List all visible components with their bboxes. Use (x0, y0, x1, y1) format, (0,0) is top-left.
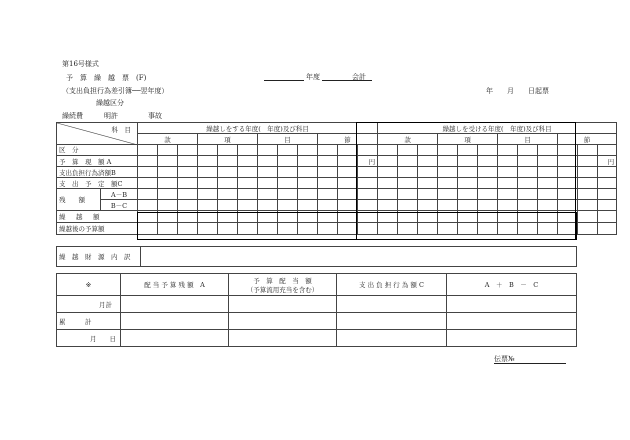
row-date: 月 日 (57, 330, 121, 347)
subhead-moku-1: 目 (258, 134, 318, 145)
fiscal-year-label: 年度 (306, 73, 320, 81)
source-label: 繰 越 財 源 内 訳 (57, 247, 141, 267)
date-label: 年 月 日起票 (486, 87, 549, 95)
row-label-budget: 予 算 現 額 A (57, 156, 138, 167)
subhead-kou-1: 項 (198, 134, 258, 145)
slip-number-field[interactable] (494, 363, 566, 364)
row-label-committed: 支出負担行為済額B (57, 167, 138, 178)
from-year-header: 繰越しをする年度( 年度)及び科目 (138, 123, 378, 134)
table-row (57, 156, 617, 167)
subhead-setsu-1: 節 (318, 134, 378, 145)
carryover-type: 繰越区分 (96, 99, 124, 107)
slip-label: 伝票№ (494, 355, 515, 363)
table-row (57, 167, 617, 178)
table-row (57, 330, 577, 347)
carryover-table (56, 122, 617, 235)
row-label-b-minus-c: B－C (101, 200, 138, 211)
corner-cell (57, 123, 138, 154)
col-formula: A ＋ B － C (447, 274, 577, 296)
table-row (57, 313, 577, 330)
row-label-balance: 残 額 (57, 189, 101, 211)
subtitle: （支出負担行為差引簿──翌年度） (62, 87, 169, 95)
category-label: 区 分 (59, 146, 79, 154)
detail-label: 明許 (104, 112, 118, 120)
yen-unit-1: 円 (358, 156, 378, 167)
row-label-a-minus-b: A－B (101, 189, 138, 200)
mark-cell: ※ (57, 274, 121, 296)
subhead-kan-2: 款 (378, 134, 438, 145)
col-remaining-budget: 配 当 予 算 残 額 A (121, 274, 229, 296)
form-title: 予 算 繰 越 票 (F) (66, 74, 147, 82)
allocation-table (56, 273, 577, 347)
col-commitment: 支 出 負 担 行 為 額 C (337, 274, 447, 296)
source-input[interactable] (141, 247, 577, 267)
table-row (57, 178, 617, 189)
subject-label: 科 目 (111, 126, 131, 134)
row-cumulative: 累 計 (57, 313, 121, 330)
table-row (57, 211, 617, 223)
row-label-planned: 支 出 予 定 額C (57, 178, 138, 189)
accident-label: 事故 (148, 112, 162, 120)
source-table (56, 246, 577, 267)
table-row (57, 296, 577, 313)
subhead-kan-1: 款 (138, 134, 198, 145)
table-row (57, 189, 617, 200)
row-monthly: 月計 (57, 296, 121, 313)
yen-unit-2: 円 (598, 156, 617, 167)
account-label: 会計 (352, 73, 366, 81)
fiscal-year-blank[interactable] (264, 80, 304, 81)
table-row (57, 223, 617, 235)
subhead-moku-2: 目 (498, 134, 558, 145)
col-budget-allocation-title: 予 算 配 当 額 (253, 276, 312, 285)
table-row (57, 200, 617, 211)
row-label-carryover: 繰 越 額 (57, 211, 138, 223)
col-budget-allocation (229, 274, 337, 296)
subhead-kou-2: 項 (438, 134, 498, 145)
col-budget-allocation-note: （予算流用充当を含む） (246, 285, 319, 294)
carryover-fee: 繰続費 (62, 112, 83, 120)
row-label-after: 繰越後の予算額 (57, 223, 138, 235)
to-year-header: 繰越しを受ける年度( 年度)及び科目 (378, 123, 617, 134)
subhead-setsu-2: 節 (558, 134, 617, 145)
form-number: 第16号様式 (62, 60, 99, 68)
